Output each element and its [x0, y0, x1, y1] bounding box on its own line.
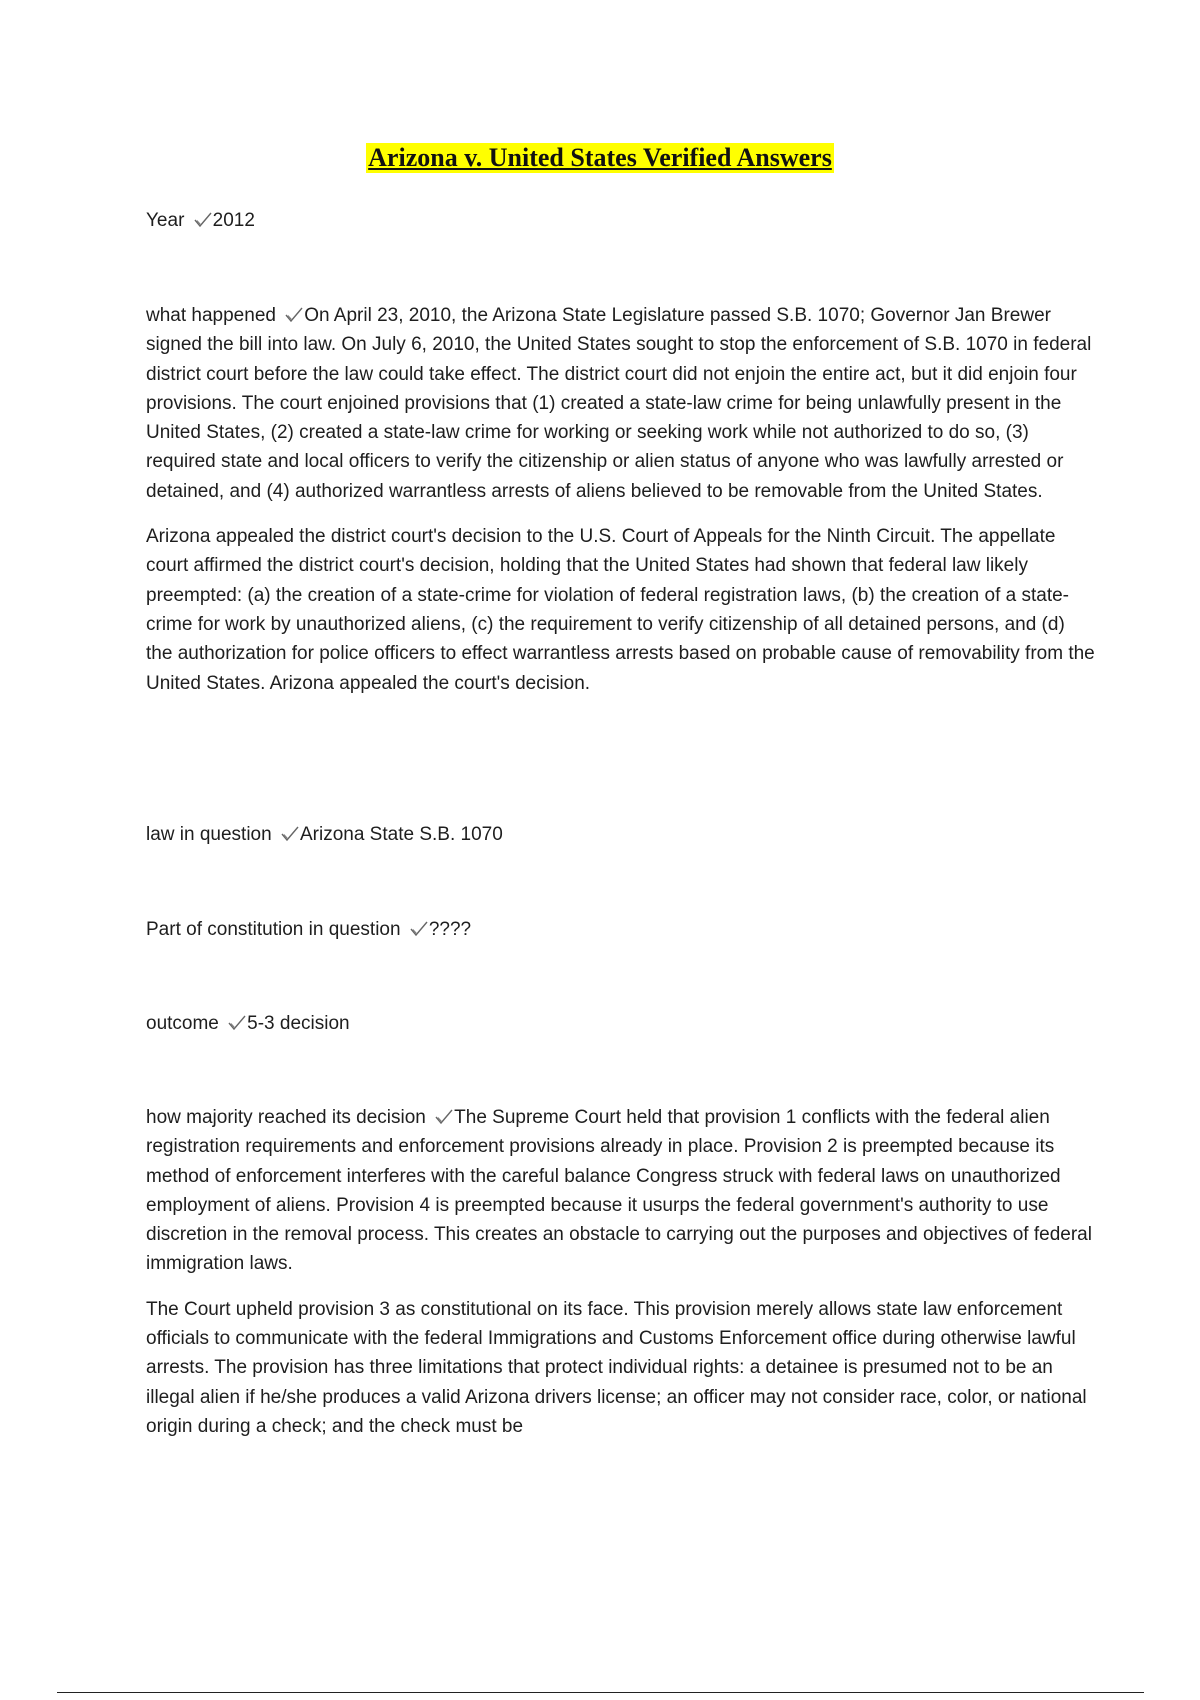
- check-mark-icon: [194, 212, 212, 228]
- entry-majority-decision: [146, 1103, 1096, 1441]
- footer-divider: [57, 1692, 1144, 1693]
- entry-paragraph: [146, 820, 1096, 849]
- check-mark-icon: [281, 826, 299, 842]
- entry-paragraph: [146, 301, 1096, 506]
- check-mark-icon: [228, 1015, 246, 1031]
- entry-term: what happened: [146, 305, 276, 326]
- entry-continuation: The Court upheld provision 3 as constitutional on its face. This provision merely allows state law enforcement officials to communicate with the federal Immigrations and Customs Enforcement office during otherwise lawful arrests. The provision has three limitations that protect individual rights: a detainee is presumed not to be an illegal alien if he/she produces a valid Arizona drivers license; an officer may not consider race, color, or national origin during a check; and the check must be: [146, 1298, 1087, 1437]
- entry-continuation: Arizona appealed the district court's decision to the U.S. Court of Appeals for the Ninth Circuit. The appellate court affirmed the district court's decision, holding that the United States had shown that federal law likely preempted: (a) the creation of a state-crime for violation of federal registration laws, (b) the creation of a state-crime for work by unauthorized aliens, (c) the requirement to verify citizenship of all detained persons, and (d) the authorization for police officers to effect warrantless arrests based on probable cause of removability from the United States. Arizona appealed the court's decision.: [146, 526, 1095, 694]
- entry-term: law in question: [146, 824, 272, 845]
- document-title: Arizona v. United States Verified Answers: [368, 143, 832, 172]
- entry-what-happened: [146, 301, 1096, 698]
- check-mark-icon: [410, 921, 428, 937]
- entry-term: Part of constitution in question: [146, 919, 401, 940]
- entry-answer: Arizona State S.B. 1070: [299, 824, 503, 845]
- entry-year: [146, 206, 1096, 235]
- entry-paragraph: [146, 206, 1096, 235]
- title-wrapper: [0, 143, 1200, 173]
- entry-answer: 5-3 decision: [247, 1013, 350, 1034]
- entry-paragraph: [146, 1103, 1096, 1279]
- entry-law-in-question: [146, 820, 1096, 849]
- entry-part-of-constitution: [146, 915, 1096, 944]
- entry-term: Year: [146, 210, 185, 231]
- check-mark-icon: [285, 307, 303, 323]
- entry-answer: 2012: [212, 210, 255, 231]
- entry-outcome: [146, 1009, 1096, 1038]
- entry-answer: The Supreme Court held that provision 1 conflicts with the federal alien registration requirements and enforcement provisions already in place. Provision 2 is preempted because its method of enforcement interferes with the careful balance Congress struck with federal laws on unauthorized employment of aliens. Provision 4 is preempted because it usurps the federal government's authority to use discretion in the removal process. This creates an obstacle to carrying out the purposes and objectives of federal immigration laws.: [146, 1107, 1092, 1275]
- entry-term: outcome: [146, 1013, 219, 1034]
- check-mark-icon: [435, 1109, 453, 1125]
- entry-answer: ????: [428, 919, 472, 940]
- entry-answer: On April 23, 2010, the Arizona State Legislature passed S.B. 1070; Governor Jan Brewer signed the bill into law. On July 6, 2010, the United States sought to stop the enforcement of S.B. 1070 in federal district court before the law could take effect. The district court did not enjoin the entire act, but it did enjoin four provisions. The court enjoined provisions that (1) created a state-law crime for being unlawfully present in the United States, (2) created a state-law crime for working or seeking work while not authorized to do so, (3) required state and local officers to verify the citizenship or alien status of anyone who was lawfully arrested or detained, and (4) authorized warrantless arrests of aliens believed to be removable from the United States.: [146, 305, 1092, 502]
- entry-paragraph: [146, 1009, 1096, 1038]
- entry-term: how majority reached its decision: [146, 1107, 426, 1128]
- entry-paragraph: [146, 915, 1096, 944]
